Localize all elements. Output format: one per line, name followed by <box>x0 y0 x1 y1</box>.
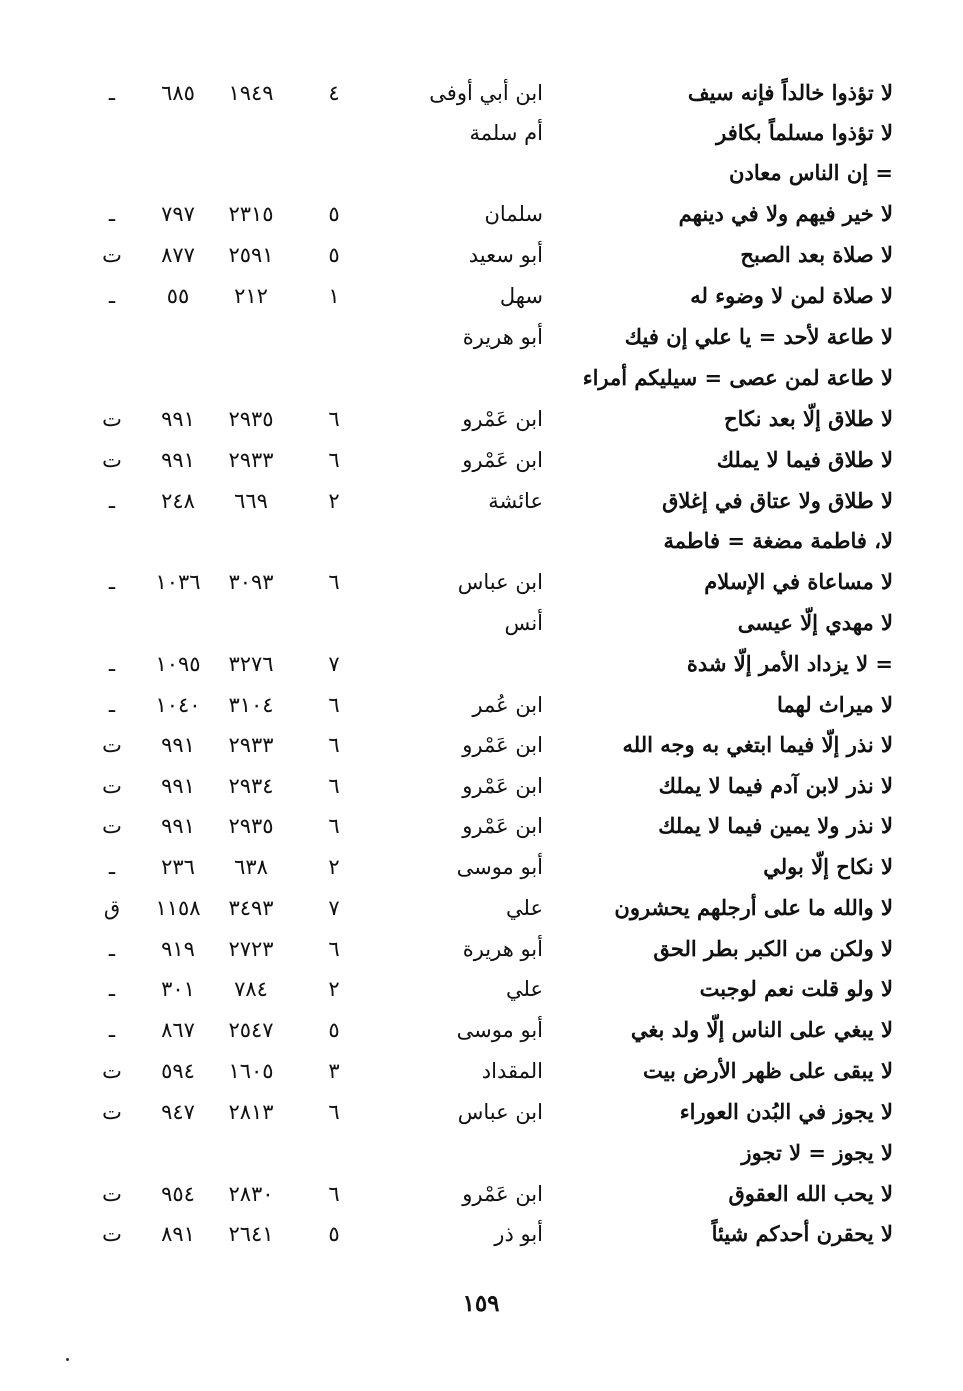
page-ref: ١٠٣٦ <box>155 570 201 594</box>
narrator: ابن عَمْرو <box>462 733 543 757</box>
table-row <box>0 481 963 521</box>
table-row <box>0 113 963 153</box>
page-ref: ٢٣٦ <box>161 855 195 879</box>
page-ref: ٨٦٧ <box>161 1018 195 1042</box>
page-ref: ٧٩٧ <box>161 202 195 226</box>
narrator: أبو هريرة <box>462 937 543 961</box>
grade-mark: ق <box>103 896 121 920</box>
table-row <box>0 562 963 602</box>
volume-number: ٦ <box>328 937 340 961</box>
page-ref: ٩٩١ <box>161 733 195 757</box>
table-row <box>0 521 963 561</box>
hadith-number: ٦٣٨ <box>234 855 268 879</box>
table-row <box>0 1174 963 1214</box>
table-row <box>0 1010 963 1050</box>
hadith-text: لا ميراث لهما <box>777 692 893 717</box>
scan-speck <box>66 1358 69 1361</box>
hadith-text: لا تؤذوا مسلماً بكافر <box>716 120 893 145</box>
volume-number: ٢ <box>328 977 340 1001</box>
narrator: ابن عَمْرو <box>462 774 543 798</box>
table-row <box>0 358 963 398</box>
hadith-text: لا طلاق ولا عتاق في إغلاق <box>662 488 893 513</box>
page-ref: ٩١٩ <box>161 937 195 961</box>
hadith-text: لا يحب الله العقوق <box>728 1181 893 1206</box>
hadith-text: لا ولو قلت نعم لوجبت <box>699 976 893 1001</box>
grade-mark: ـ <box>108 284 116 308</box>
table-row <box>0 603 963 643</box>
hadith-number: ٢٨١٣ <box>228 1100 274 1124</box>
narrator: سلمان <box>484 202 543 226</box>
page-ref: ٩٩١ <box>161 448 195 472</box>
narrator: عائشة <box>488 489 543 513</box>
page-ref: ٥٩٤ <box>161 1059 195 1083</box>
table-row <box>0 847 963 887</box>
page-ref: ١٠٤٠ <box>155 693 201 717</box>
hadith-number: ٢١٢ <box>234 284 268 308</box>
table-row <box>0 1092 963 1132</box>
volume-number: ٣ <box>328 1059 340 1083</box>
hadith-text: لا يبغي على الناس إلّا ولد بغي <box>630 1017 893 1042</box>
table-row <box>0 1051 963 1091</box>
narrator: ابن عَمْرو <box>462 448 543 472</box>
table-row <box>0 888 963 928</box>
volume-number: ٦ <box>328 1182 340 1206</box>
table-row <box>0 194 963 234</box>
hadith-text: لا نذر ولا يمين فيما لا يملك <box>658 813 893 838</box>
page-ref: ٨٧٧ <box>161 243 195 267</box>
narrator: المقداد <box>481 1059 543 1083</box>
narrator: أبو سعيد <box>468 243 543 267</box>
volume-number: ٧ <box>328 652 340 676</box>
page-ref: ١٠٩٥ <box>155 652 201 676</box>
grade-mark: ت <box>102 814 122 838</box>
page-ref: ٥٥ <box>166 284 190 308</box>
narrator: أبو موسى <box>456 1018 543 1042</box>
table-row <box>0 153 963 193</box>
hadith-text: لا تؤذوا خالداً فإنه سيف <box>687 80 893 105</box>
table-row <box>0 806 963 846</box>
hadith-number: ٧٨٤ <box>234 977 268 1001</box>
grade-mark: ـ <box>108 652 116 676</box>
hadith-text: لا والله ما على أرجلهم يحشرون <box>614 895 893 920</box>
hadith-text: لا يبقى على ظهر الأرض بيت <box>643 1058 893 1083</box>
table-row <box>0 766 963 806</box>
volume-number: ٥ <box>328 243 340 267</box>
grade-mark: ت <box>102 407 122 431</box>
hadith-text: لا يحقرن أحدكم شيئاً <box>711 1221 893 1246</box>
narrator: علي <box>506 977 543 1001</box>
hadith-text: لا نذر لابن آدم فيما لا يملك <box>658 773 893 798</box>
hadith-text: لا صلاة بعد الصبح <box>740 242 893 267</box>
hadith-text: لا، فاطمة مضغة = فاطمة <box>663 528 893 553</box>
narrator: ابن عُمر <box>472 693 543 717</box>
hadith-text: لا يجوز في البُدن العوراء <box>679 1099 893 1124</box>
grade-mark: ت <box>102 448 122 472</box>
page-ref: ٣٠١ <box>161 977 195 1001</box>
hadith-text: لا طاعة لأحد = يا علي إن فيك <box>624 324 893 349</box>
hadith-text: لا طاعة لمن عصى = سيليكم أمراء <box>582 365 893 390</box>
hadith-text: لا نكاح إلّا بولي <box>763 854 893 879</box>
grade-mark: ـ <box>108 489 116 513</box>
page-ref: ٦٨٥ <box>161 81 195 105</box>
narrator: ابن أبي أوفى <box>429 81 543 105</box>
hadith-number: ٢٥٤٧ <box>228 1018 274 1042</box>
hadith-number: ٣٤٩٣ <box>228 896 274 920</box>
hadith-number: ٢٩٣٥ <box>228 407 274 431</box>
grade-mark: ـ <box>108 855 116 879</box>
volume-number: ٢ <box>328 855 340 879</box>
table-row <box>0 1133 963 1173</box>
hadith-number: ٢٥٩١ <box>228 243 274 267</box>
table-row <box>0 399 963 439</box>
hadith-text: لا طلاق فيما لا يملك <box>716 447 893 472</box>
grade-mark: ت <box>102 1059 122 1083</box>
volume-number: ٦ <box>328 1100 340 1124</box>
grade-mark: ت <box>102 733 122 757</box>
hadith-number: ١٩٤٩ <box>228 81 274 105</box>
grade-mark: ت <box>102 243 122 267</box>
volume-number: ٥ <box>328 1222 340 1246</box>
page-ref: ٢٤٨ <box>161 489 195 513</box>
hadith-number: ٣٠٩٣ <box>228 570 274 594</box>
grade-mark: ت <box>102 1182 122 1206</box>
grade-mark: ـ <box>108 937 116 961</box>
narrator: أبو ذر <box>494 1222 543 1246</box>
volume-number: ٦ <box>328 448 340 472</box>
volume-number: ٥ <box>328 1018 340 1042</box>
volume-number: ٤ <box>328 81 340 105</box>
grade-mark: ـ <box>108 202 116 226</box>
table-row <box>0 1214 963 1254</box>
page-number: ١٥٩ <box>462 1290 500 1317</box>
hadith-number: ١٦٠٥ <box>228 1059 274 1083</box>
grade-mark: ت <box>102 1222 122 1246</box>
hadith-text: لا مساعاة في الإسلام <box>704 569 893 594</box>
hadith-number: ٢٣١٥ <box>228 202 274 226</box>
table-row <box>0 73 963 113</box>
hadith-text: لا نذر إلّا فيما ابتغي به وجه الله <box>622 732 893 757</box>
hadith-number: ٢٦٤١ <box>228 1222 274 1246</box>
volume-number: ٦ <box>328 774 340 798</box>
volume-number: ٧ <box>328 896 340 920</box>
narrator: ابن عَمْرو <box>462 407 543 431</box>
hadith-text: لا مهدي إلّا عيسى <box>737 610 893 635</box>
narrator: أبو هريرة <box>462 325 543 349</box>
narrator: ابن عباس <box>457 570 543 594</box>
hadith-number: ٢٩٣٣ <box>228 733 274 757</box>
hadith-number: ٣٢٧٦ <box>228 652 274 676</box>
table-row <box>0 929 963 969</box>
hadith-number: ٢٧٢٣ <box>228 937 274 961</box>
volume-number: ٦ <box>328 814 340 838</box>
page-ref: ٨٩١ <box>161 1222 195 1246</box>
narrator: أنس <box>504 611 543 635</box>
page-ref: ٩٤٧ <box>161 1100 195 1124</box>
volume-number: ٦ <box>328 407 340 431</box>
volume-number: ٥ <box>328 202 340 226</box>
hadith-number: ٢٩٣٥ <box>228 814 274 838</box>
grade-mark: ت <box>102 1100 122 1124</box>
volume-number: ٦ <box>328 733 340 757</box>
hadith-number: ٢٩٣٣ <box>228 448 274 472</box>
table-row <box>0 235 963 275</box>
volume-number: ٢ <box>328 489 340 513</box>
page-ref: ٩٩١ <box>161 814 195 838</box>
table-row <box>0 725 963 765</box>
grade-mark: ـ <box>108 1018 116 1042</box>
table-row <box>0 276 963 316</box>
hadith-number: ٦٦٩ <box>234 489 268 513</box>
narrator: علي <box>506 896 543 920</box>
table-row <box>0 317 963 357</box>
volume-number: ٦ <box>328 693 340 717</box>
table-row <box>0 644 963 684</box>
hadith-number: ٢٩٣٤ <box>228 774 274 798</box>
page-ref: ٩٩١ <box>161 774 195 798</box>
table-row <box>0 440 963 480</box>
narrator: سهل <box>499 284 543 308</box>
hadith-text: = لا يزداد الأمر إلّا شدة <box>686 651 893 676</box>
page-ref: ٩٥٤ <box>161 1182 195 1206</box>
hadith-text: لا يجوز = لا تجوز <box>741 1140 893 1165</box>
narrator: أبو موسى <box>456 855 543 879</box>
hadith-number: ٣١٠٤ <box>228 693 274 717</box>
table-row <box>0 685 963 725</box>
narrator: ابن عَمْرو <box>462 1182 543 1206</box>
grade-mark: ـ <box>108 977 116 1001</box>
page-ref: ١١٥٨ <box>155 896 201 920</box>
hadith-text: = إن الناس معادن <box>729 160 893 185</box>
hadith-text: لا طلاق إلّا بعد نكاح <box>724 406 893 431</box>
narrator: ابن عَمْرو <box>462 814 543 838</box>
hadith-text: لا ولكن من الكبر بطر الحق <box>653 936 893 961</box>
grade-mark: ت <box>102 774 122 798</box>
volume-number: ٦ <box>328 570 340 594</box>
table-row <box>0 969 963 1009</box>
narrator: أم سلمة <box>469 121 543 145</box>
grade-mark: ـ <box>108 81 116 105</box>
grade-mark: ـ <box>108 570 116 594</box>
grade-mark: ـ <box>108 693 116 717</box>
hadith-text: لا خير فيهم ولا في دينهم <box>678 201 893 226</box>
page-ref: ٩٩١ <box>161 407 195 431</box>
narrator: ابن عباس <box>457 1100 543 1124</box>
hadith-number: ٢٨٣٠ <box>228 1182 274 1206</box>
hadith-text: لا صلاة لمن لا وضوء له <box>690 283 893 308</box>
volume-number: ١ <box>328 284 340 308</box>
